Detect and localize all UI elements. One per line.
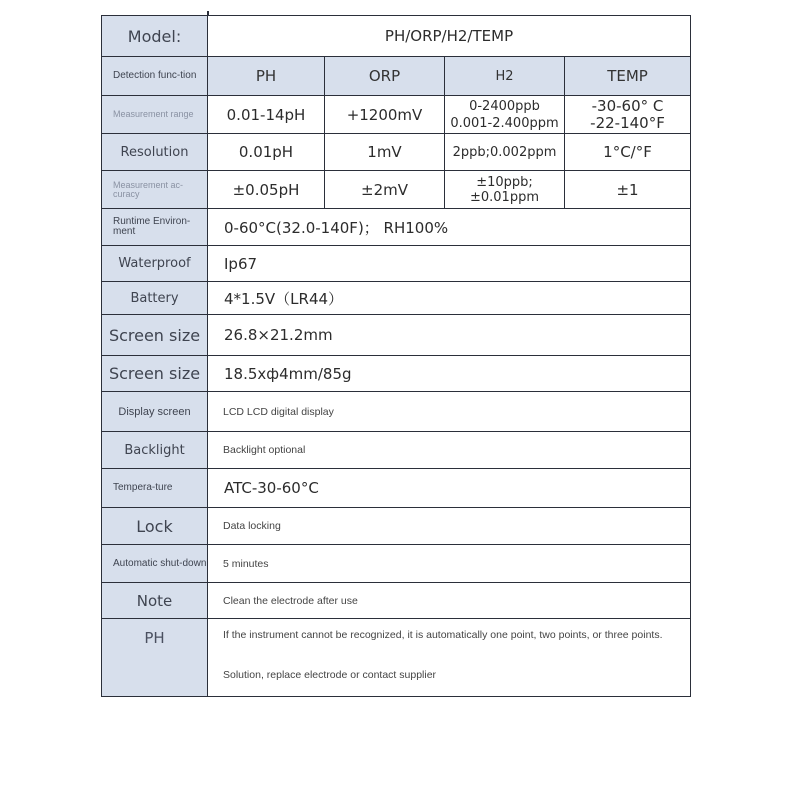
row-waterproof (102, 246, 691, 282)
accuracy-h2: ±10ppb;±0.01ppm (445, 171, 565, 209)
backlight-value: Backlight optional (208, 432, 691, 469)
screen-size-value: 26.8×21.2mm (208, 315, 691, 356)
range-label: Measurement range (102, 96, 208, 134)
col-header-ph: PH (208, 57, 325, 96)
accuracy-temp: ±1 (565, 171, 691, 209)
range-temp-c: -30-60° C (591, 96, 664, 115)
range-h2-ppb: 0-2400ppb (469, 98, 540, 114)
lock-label: Lock (102, 508, 208, 545)
screen-size-label: Screen size (102, 315, 208, 356)
note-value: Clean the electrode after use (208, 583, 691, 619)
resolution-temp: 1°C/°F (565, 134, 691, 171)
accuracy-ph: ±0.05pH (208, 171, 325, 209)
auto-shutdown-label: Automatic shut-down (102, 545, 208, 583)
waterproof-value: Ip67 (208, 246, 691, 282)
row-auto-shutdown (102, 545, 691, 583)
range-temp (565, 96, 691, 134)
row-runtime (102, 209, 691, 246)
row-detection (102, 57, 691, 96)
resolution-label: Resolution (102, 134, 208, 171)
row-display-screen (102, 392, 691, 432)
row-screen-size-2 (102, 356, 691, 392)
runtime-value: 0-60°C(32.0-140F)； RH100% (208, 209, 691, 246)
model-value: PH/ORP/H2/TEMP (208, 16, 691, 57)
col-header-orp: ORP (325, 57, 445, 96)
screen-size-value-2: 18.5xф4mm/85g (208, 356, 691, 392)
temperature-value: ATC-30-60°C (208, 469, 691, 508)
ph-note-line-2: Solution, replace electrode or contact supplier (223, 669, 437, 681)
range-temp-f: -22-140°F (590, 113, 665, 132)
row-temperature (102, 469, 691, 508)
resolution-orp: 1mV (325, 134, 445, 171)
note-label: Note (102, 583, 208, 619)
resolution-ph: 0.01pH (208, 134, 325, 171)
accuracy-orp: ±2mV (325, 171, 445, 209)
lock-value: Data locking (208, 508, 691, 545)
runtime-label: Runtime Environ-ment (102, 209, 208, 246)
display-screen-label: Display screen (102, 392, 208, 432)
detection-label: Detection func-tion (102, 57, 208, 96)
auto-shutdown-value: 5 minutes (208, 545, 691, 583)
row-model (102, 16, 691, 57)
range-orp: +1200mV (325, 96, 445, 134)
ph-note-value (208, 619, 691, 697)
row-ph-note (102, 619, 691, 697)
row-accuracy (102, 171, 691, 209)
row-screen-size-1 (102, 315, 691, 356)
range-h2-ppm: 0.001-2.400ppm (450, 115, 559, 131)
range-h2 (445, 96, 565, 134)
ph-note-label: PH (102, 619, 208, 697)
display-screen-value: LCD LCD digital display (208, 392, 691, 432)
spec-table (101, 15, 691, 697)
model-label: Model: (102, 16, 208, 57)
col-header-h2: H2 (445, 57, 565, 96)
battery-value: 4*1.5V（LR44） (208, 282, 691, 315)
resolution-h2: 2ppb;0.002ppm (445, 134, 565, 171)
ph-note-line-1: If the instrument cannot be recognized, it is automatically one point, two points, or three points. (223, 629, 663, 641)
accuracy-label: Measurement ac-curacy (102, 171, 208, 209)
backlight-label: Backlight (102, 432, 208, 469)
row-resolution (102, 134, 691, 171)
col-header-temp: TEMP (565, 57, 691, 96)
row-note (102, 583, 691, 619)
waterproof-label: Waterproof (102, 246, 208, 282)
screen-size-label-2: Screen size (102, 356, 208, 392)
row-battery (102, 282, 691, 315)
range-ph: 0.01-14pH (208, 96, 325, 134)
row-measurement-range (102, 96, 691, 134)
temperature-label: Tempera-ture (102, 469, 208, 508)
row-backlight (102, 432, 691, 469)
battery-label: Battery (102, 282, 208, 315)
row-lock (102, 508, 691, 545)
